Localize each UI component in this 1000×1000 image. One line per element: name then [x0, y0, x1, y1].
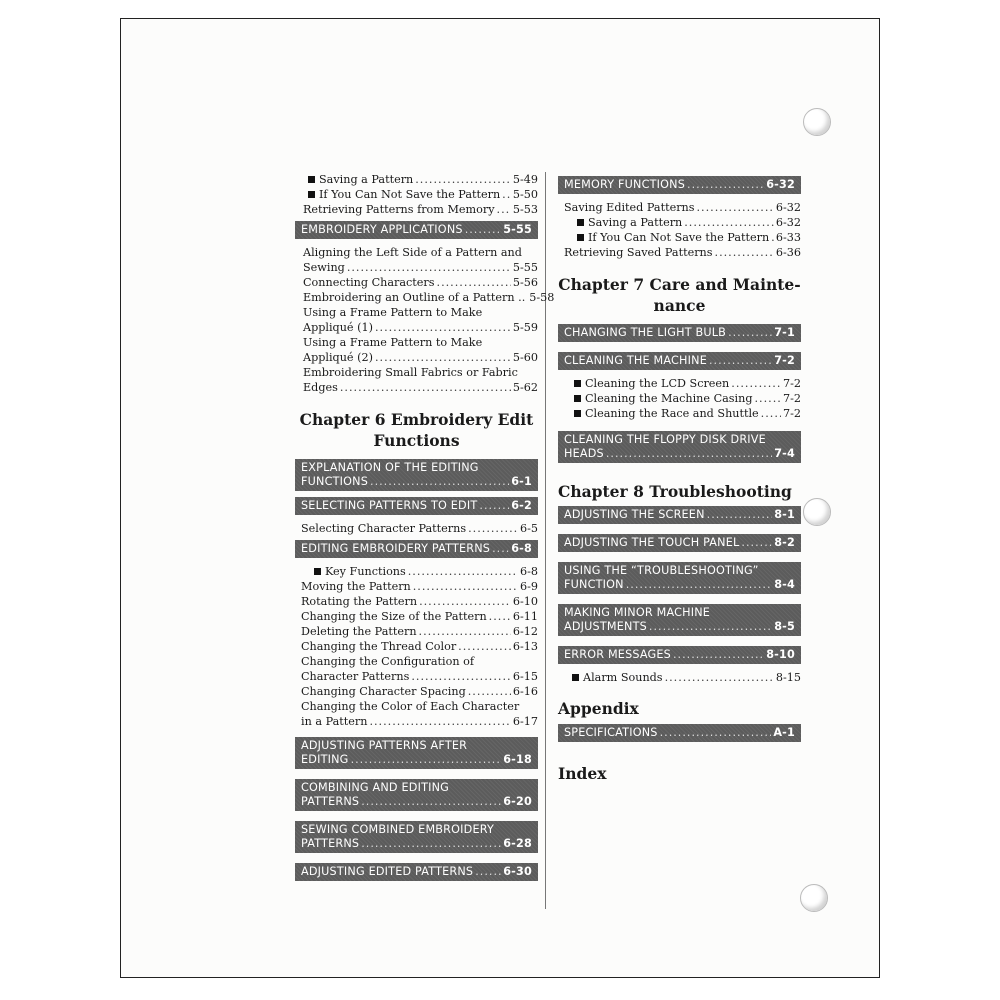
- toc-entry[interactable]: Retrieving Patterns from Memory ..... 5-53: [295, 202, 538, 217]
- binder-hole-middle: [803, 498, 831, 526]
- toc-entry[interactable]: Cleaning the LCD Screen ..... 7-2: [574, 376, 801, 391]
- toc-entry[interactable]: Connecting Characters ..... 5-56: [303, 275, 538, 290]
- toc-entry[interactable]: If You Can Not Save the Pattern ..... 6-33: [564, 230, 801, 245]
- toc-entry[interactable]: Cleaning the Machine Casing ..... 7-2: [574, 391, 801, 406]
- column-divider: [545, 172, 546, 909]
- toc-entry[interactable]: Saving Edited Patterns ..... 6-32: [564, 200, 801, 215]
- toc-entry[interactable]: Moving the Pattern ..... 6-9: [301, 579, 538, 594]
- section-band-screen[interactable]: ADJUSTING THE SCREEN ..... 8-1: [558, 506, 801, 524]
- chapter-8-heading: Chapter 8 Troubleshooting: [558, 482, 792, 501]
- toc-entry[interactable]: Embroidering an Outline of a Pattern .. 5-58: [303, 291, 555, 304]
- toc-entry[interactable]: Saving a Pattern ..... 5-49: [295, 172, 538, 187]
- bullet-icon: [574, 395, 581, 402]
- toc-left-column: [295, 172, 555, 887]
- toc-entry[interactable]: Changing the Color of Each Character in a Pattern ..... 6-17: [301, 699, 538, 729]
- binder-hole-bottom: [800, 884, 828, 912]
- bullet-icon: [574, 380, 581, 387]
- chapter-6-heading: Chapter 6 Embroidery Edit Functions: [299, 410, 534, 450]
- section-band-explanation[interactable]: EXPLANATION OF THE EDITING FUNCTIONS ..... 6-1: [295, 459, 538, 491]
- binder-hole-top: [803, 108, 831, 136]
- section-band-minor-adjustments[interactable]: MAKING MINOR MACHINE ADJUSTMENTS ..... 8-5: [558, 604, 801, 636]
- bullet-icon: [308, 191, 315, 198]
- section-band-touch-panel[interactable]: ADJUSTING THE TOUCH PANEL ..... 8-2: [558, 534, 801, 552]
- toc-entry[interactable]: Changing the Configuration of Character Patterns ..... 6-15: [301, 654, 538, 684]
- toc-entry[interactable]: Aligning the Left Side of a Pattern and Sewing ..... 5-55: [303, 245, 538, 275]
- appendix-heading: Appendix: [558, 699, 639, 718]
- chapter-7-heading: Chapter 7 Care and Mainte- nance: [558, 275, 801, 315]
- section-band-error-messages[interactable]: ERROR MESSAGES ..... 8-10: [558, 646, 801, 664]
- toc-entry[interactable]: Retrieving Saved Patterns ..... 6-36: [564, 245, 801, 260]
- section-band-sewing-combined[interactable]: SEWING COMBINED EMBROIDERY PATTERNS ..... 6-28: [295, 821, 538, 853]
- toc-entry[interactable]: Selecting Character Patterns ..... 6-5: [295, 521, 538, 536]
- section-band-adjusting-edited[interactable]: ADJUSTING EDITED PATTERNS ..... 6-30: [295, 863, 538, 881]
- section-band-combining[interactable]: COMBINING AND EDITING PATTERNS ..... 6-20: [295, 779, 538, 811]
- bullet-icon: [577, 234, 584, 241]
- section-band-embroidery-applications[interactable]: EMBROIDERY APPLICATIONS ..... 5-55: [295, 221, 538, 239]
- toc-entry[interactable]: Using a Frame Pattern to Make Appliqué (2) ..... 5-60: [303, 335, 538, 365]
- section-band-memory[interactable]: MEMORY FUNCTIONS ..... 6-32: [558, 176, 801, 194]
- toc-entry[interactable]: Rotating the Pattern ..... 6-10: [301, 594, 538, 609]
- section-band-cleaning[interactable]: CLEANING THE MACHINE ..... 7-2: [558, 352, 801, 370]
- toc-right-column: [558, 174, 801, 783]
- toc-entry[interactable]: Key Functions ..... 6-8: [301, 564, 538, 579]
- toc-entry[interactable]: Using a Frame Pattern to Make Appliqué (1) ..... 5-59: [303, 305, 538, 335]
- section-band-floppy[interactable]: CLEANING THE FLOPPY DISK DRIVE HEADS ..... 7-4: [558, 431, 801, 463]
- section-band-specifications[interactable]: SPECIFICATIONS ..... A-1: [558, 724, 801, 742]
- bullet-icon: [572, 674, 579, 681]
- toc-entry[interactable]: Cleaning the Race and Shuttle ..... 7-2: [574, 406, 801, 421]
- bullet-icon: [577, 219, 584, 226]
- section-band-adjusting-after[interactable]: ADJUSTING PATTERNS AFTER EDITING ..... 6-18: [295, 737, 538, 769]
- section-band-light-bulb[interactable]: CHANGING THE LIGHT BULB ..... 7-1: [558, 324, 801, 342]
- index-heading[interactable]: Index: [558, 764, 607, 783]
- toc-entry[interactable]: Saving a Pattern ..... 6-32: [564, 215, 801, 230]
- toc-entry[interactable]: If You Can Not Save the Pattern ..... 5-50: [295, 187, 538, 202]
- toc-entry[interactable]: Embroidering Small Fabrics or Fabric Edges ..... 5-62: [303, 365, 538, 395]
- bullet-icon: [308, 176, 315, 183]
- toc-entry[interactable]: Changing the Thread Color ..... 6-13: [301, 639, 538, 654]
- section-band-editing[interactable]: EDITING EMBROIDERY PATTERNS ..... 6-8: [295, 540, 538, 558]
- toc-entry[interactable]: Changing Character Spacing ..... 6-16: [301, 684, 538, 699]
- toc-entry[interactable]: Alarm Sounds ..... 8-15: [572, 670, 801, 685]
- bullet-icon: [314, 568, 321, 575]
- section-band-selecting[interactable]: SELECTING PATTERNS TO EDIT ..... 6-2: [295, 497, 538, 515]
- bullet-icon: [574, 410, 581, 417]
- toc-entry[interactable]: Changing the Size of the Pattern ..... 6-11: [301, 609, 538, 624]
- toc-entry[interactable]: Deleting the Pattern ..... 6-12: [301, 624, 538, 639]
- section-band-troubleshooting-function[interactable]: USING THE “TROUBLESHOOTING” FUNCTION ..... 8-4: [558, 562, 801, 594]
